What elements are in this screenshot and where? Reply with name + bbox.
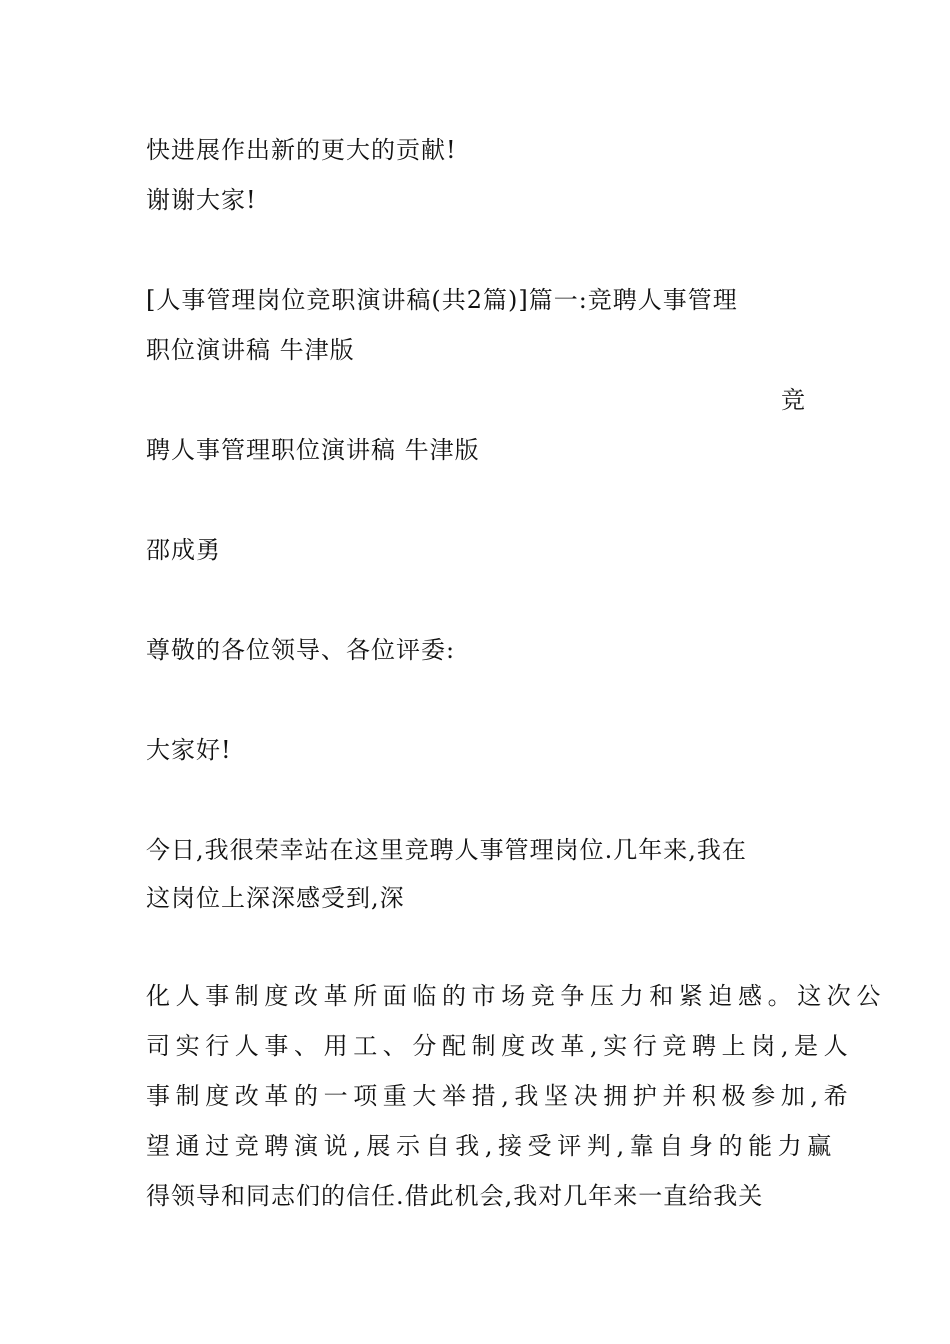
text-line: 今日,我很荣幸站在这里竞聘人事管理岗位.几年来,我在: [146, 836, 747, 864]
text-line: 竞: [781, 386, 806, 414]
text-line: 化人事制度改革所面临的市场竞争压力和紧迫感。这次公: [146, 982, 886, 1010]
text-line: 谢谢大家!: [146, 186, 257, 214]
text-line: 快进展作出新的更大的贡献!: [146, 136, 457, 164]
text-line: 得领导和同志们的信任.借此机会,我对几年来一直给我关: [146, 1182, 764, 1210]
text-line: 望通过竞聘演说,展示自我,接受评判,靠自身的能力赢: [146, 1132, 837, 1160]
text-line: 事制度改革的一项重大举措,我坚决拥护并积极参加,希: [146, 1082, 854, 1110]
text-line: 这岗位上深深感受到,深: [146, 884, 405, 912]
article-title: 聘人事管理职位演讲稿 牛津版: [146, 436, 480, 464]
greeting: 大家好!: [146, 736, 232, 764]
section-heading: 职位演讲稿 牛津版: [146, 336, 355, 364]
author-name: 邵成勇: [146, 536, 221, 564]
salutation: 尊敬的各位领导、各位评委:: [146, 636, 456, 664]
text-line: 司实行人事、用工、分配制度改革,实行竞聘上岗,是人: [146, 1032, 854, 1060]
section-heading: [人事管理岗位竞职演讲稿(共2篇)]篇一:竞聘人事管理: [146, 286, 738, 314]
